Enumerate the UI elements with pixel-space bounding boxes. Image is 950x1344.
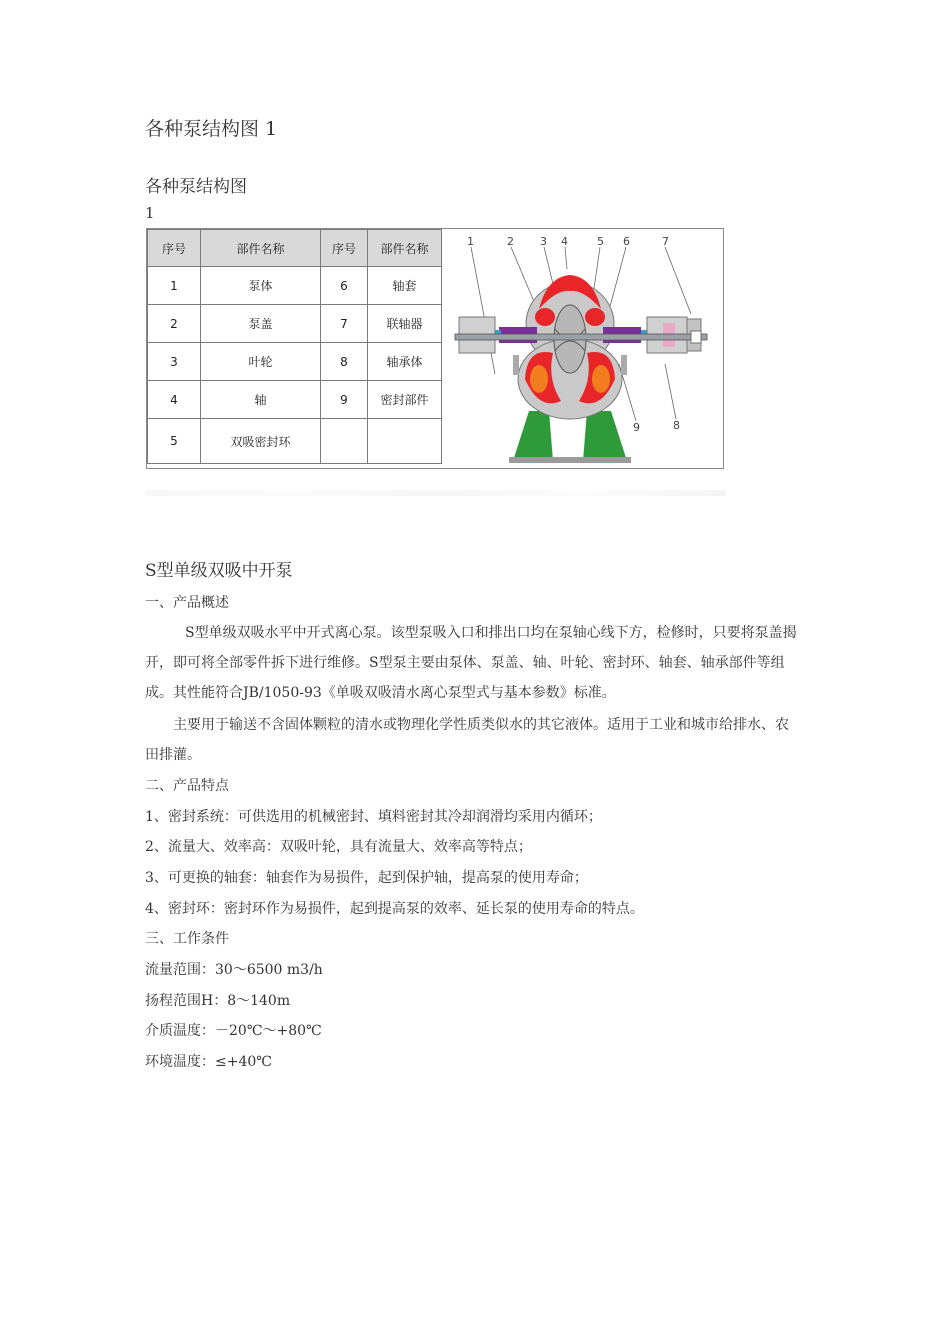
table-cell: 8 [321, 343, 368, 381]
callout-9: 9 [633, 421, 640, 434]
table-cell: 5 [148, 419, 201, 464]
callout-2: 2 [507, 235, 514, 248]
features-title: 二、产品特点 [145, 778, 229, 794]
table-cell: 轴承体 [368, 343, 442, 381]
table-cell: 7 [321, 305, 368, 343]
callout-4: 4 [561, 235, 568, 248]
callout-1: 1 [467, 235, 474, 248]
table-cell: 4 [148, 381, 201, 419]
table-cell: 叶轮 [201, 343, 321, 381]
condition-item: 流量范围：30～6500 m3/h [145, 962, 323, 978]
table-row [148, 381, 442, 419]
figure-number: 1 [145, 204, 155, 222]
table-cell: 6 [321, 267, 368, 305]
table-cell: 双吸密封环 [201, 419, 321, 464]
scan-artifact [146, 490, 726, 496]
overview-paragraph-line: 成。其性能符合JB/1050-93《单吸双吸清水离心泵型式与基本参数》标准。 [145, 685, 616, 701]
table-cell: 密封部件 [368, 381, 442, 419]
section-heading: S型单级双吸中开泵 [145, 561, 293, 581]
header-cell: 部件名称 [201, 230, 321, 267]
table-row [148, 419, 442, 464]
table-header-row [148, 230, 442, 267]
callout-3: 3 [540, 235, 547, 248]
table-row [148, 343, 442, 381]
table-cell: 1 [148, 267, 201, 305]
callout-8: 8 [673, 419, 680, 432]
table-cell: 3 [148, 343, 201, 381]
header-cell: 序号 [148, 230, 201, 267]
feature-item: 2、流量大、效率高：双吸叶轮，具有流量大、效率高等特点； [145, 839, 532, 855]
condition-item: 环境温度：≤+40℃ [145, 1054, 272, 1070]
feature-item: 3、可更换的轴套：轴套作为易损件，起到保护轴，提高泵的使用寿命； [145, 870, 588, 886]
overview-paragraph-line: 主要用于输送不含固体颗粒的清水或物理化学性质类似水的其它液体。适用于工业和城市给排水、农 [173, 717, 789, 733]
table-cell: 联轴器 [368, 305, 442, 343]
feature-item: 4、密封环：密封环作为易损件，起到提高泵的效率、延长泵的使用寿命的特点。 [145, 901, 644, 917]
pump-cross-section-diagram [443, 229, 723, 468]
table-cell: 泵盖 [201, 305, 321, 343]
feature-item: 1、密封系统：可供选用的机械密封、填料密封其冷却润滑均采用内循环； [145, 809, 602, 825]
parts-table [147, 229, 442, 464]
pump-structure-figure [146, 228, 724, 469]
overview-paragraph-line: 田排灌。 [145, 747, 201, 763]
callout-5: 5 [597, 235, 604, 248]
document-title: 各种泵结构图 1 [145, 118, 278, 140]
table-cell: 9 [321, 381, 368, 419]
table-row [148, 267, 442, 305]
condition-item: 扬程范围H：8～140m [145, 993, 291, 1009]
overview-paragraph-line: S型单级双吸水平中开式离心泵。该型泵吸入口和排出口均在泵轴心线下方，检修时，只要将泵盖揭 [185, 625, 797, 641]
figure-title: 各种泵结构图 [145, 177, 247, 197]
table-cell: 泵体 [201, 267, 321, 305]
table-cell [321, 419, 368, 464]
overview-title: 一、产品概述 [145, 595, 229, 611]
table-cell [368, 419, 442, 464]
overview-paragraph-line: 开，即可将全部零件拆下进行维修。S型泵主要由泵体、泵盖、轴、叶轮、密封环、轴套、轴承部件等组 [145, 655, 785, 671]
table-row [148, 305, 442, 343]
conditions-title: 三、工作条件 [145, 931, 229, 947]
table-cell: 2 [148, 305, 201, 343]
table-cell: 轴套 [368, 267, 442, 305]
condition-item: 介质温度：－20℃～+80℃ [145, 1023, 322, 1039]
callout-6: 6 [623, 235, 630, 248]
header-cell: 序号 [321, 230, 368, 267]
header-cell: 部件名称 [368, 230, 442, 267]
callout-7: 7 [662, 235, 669, 248]
table-cell: 轴 [201, 381, 321, 419]
